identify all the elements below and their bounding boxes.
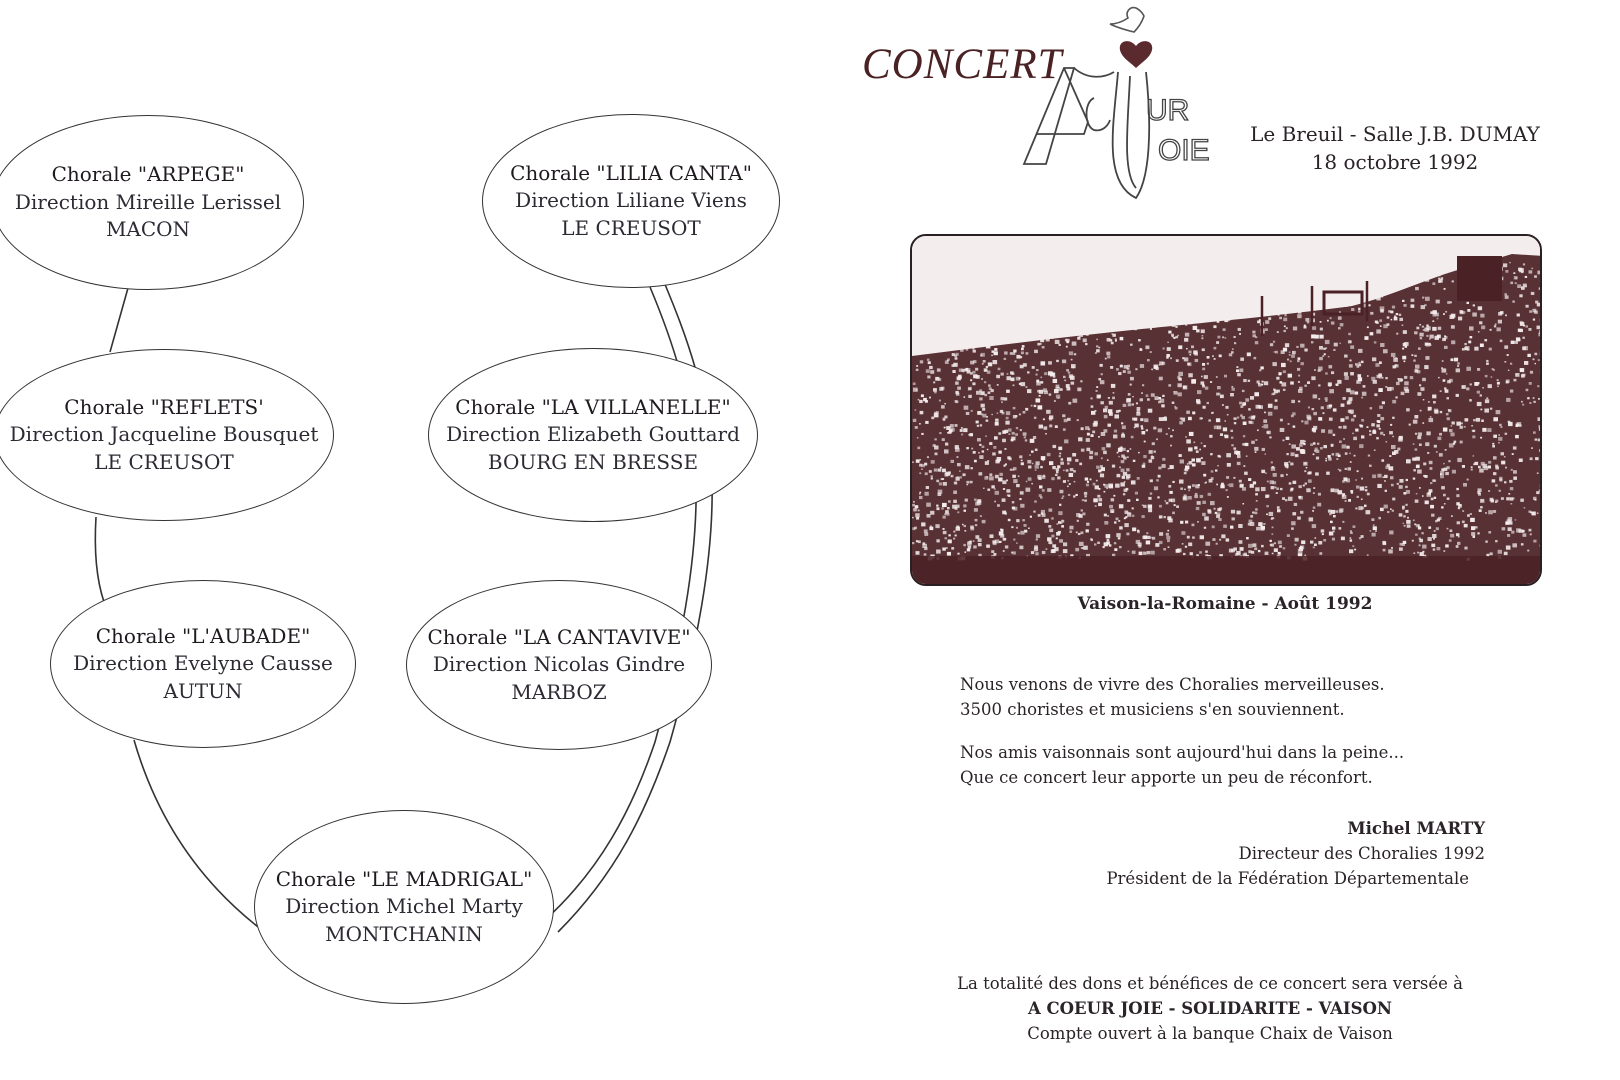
choir-city: MACON [105,217,191,242]
heart-icon [1120,41,1152,68]
choir-director: Direction Elizabeth Gouttard [446,422,740,447]
choir-city: MONTCHANIN [325,921,483,946]
signatory-title: Président de la Fédération Départementale [1106,868,1469,888]
crowd-illustration [912,236,1542,586]
signature-block [1060,817,1485,891]
connector-aubade-madrigal [134,740,262,930]
choir-director: Direction Mireille Lerissel [14,189,282,214]
choir-name: Chorale "ARPEGE" [51,162,245,187]
message-line: Nos amis vaisonnais sont aujourd'hui dans la peine... [960,743,1405,763]
donation-line: Compte ouvert à la banque Chaix de Vaison [1027,1023,1393,1043]
choir-oval-reflets [0,349,334,521]
logo-text-line2: OIE [1158,134,1210,167]
choir-oval-arpege [0,115,304,290]
choir-name: Chorale "L'AUBADE" [95,623,311,648]
message-line: Que ce concert leur apporte un peu de réconfort. [960,768,1373,788]
choir-director: Direction Liliane Viens [515,188,747,213]
connector-reflets-aubade [95,517,104,602]
choir-oval-cantavive [406,580,712,750]
message-line: Nous venons de vivre des Choralies merveilleuses. [960,675,1385,694]
choir-crowd-photo [910,234,1542,586]
choir-oval-aubade [50,580,356,748]
message-block [960,672,1520,808]
concert-title: CONCERT [862,41,1063,88]
signatory-title: Directeur des Choralies 1992 [1238,843,1485,863]
connector-arpege-reflets [110,288,128,352]
choir-city: LE CREUSOT [94,449,234,474]
choir-name: Chorale "LA VILLANELLE" [455,394,731,419]
choir-oval-madrigal [254,810,554,1004]
choir-city: AUTUN [163,678,243,703]
choir-city: MARBOZ [511,679,607,704]
dove-icon [1110,8,1144,32]
choir-oval-villanelle [428,348,758,522]
choir-director: Direction Michel Marty [285,894,523,919]
venue-block [1245,120,1545,176]
choir-name: Chorale "LILIA CANTA" [510,160,752,185]
a-coeur-joie-logo [1018,2,1218,202]
choir-director: Direction Evelyne Causse [73,651,333,676]
venue-name: Le Breuil - Salle J.B. DUMAY [1250,122,1540,146]
choir-name: Chorale "LA CANTAVIVE" [427,624,691,649]
choir-name: Chorale "LE MADRIGAL" [275,866,533,891]
logo-text-line1: UR [1146,94,1190,127]
choir-city: LE CREUSOT [561,215,701,240]
donation-line: La totalité des dons et bénéfices de ce concert sera versée à [957,974,1463,993]
donation-recipient: A COEUR JOIE - SOLIDARITE - VAISON [1027,998,1393,1018]
choir-director: Direction Jacqueline Bousquet [9,422,319,447]
choir-city: BOURG EN BRESSE [487,449,699,474]
message-line: 3500 choristes et musiciens s'en souviennent. [960,700,1345,720]
donation-block [940,972,1480,1046]
choir-name: Chorale "REFLETS' [64,394,264,419]
concert-date: 18 octobre 1992 [1311,150,1479,174]
choir-director: Direction Nicolas Gindre [432,652,686,677]
photo-caption: Vaison-la-Romaine - Août 1992 [1077,594,1373,614]
choir-oval-lilia-canta [482,114,780,288]
signatory-name: Michel MARTY [1347,819,1485,838]
